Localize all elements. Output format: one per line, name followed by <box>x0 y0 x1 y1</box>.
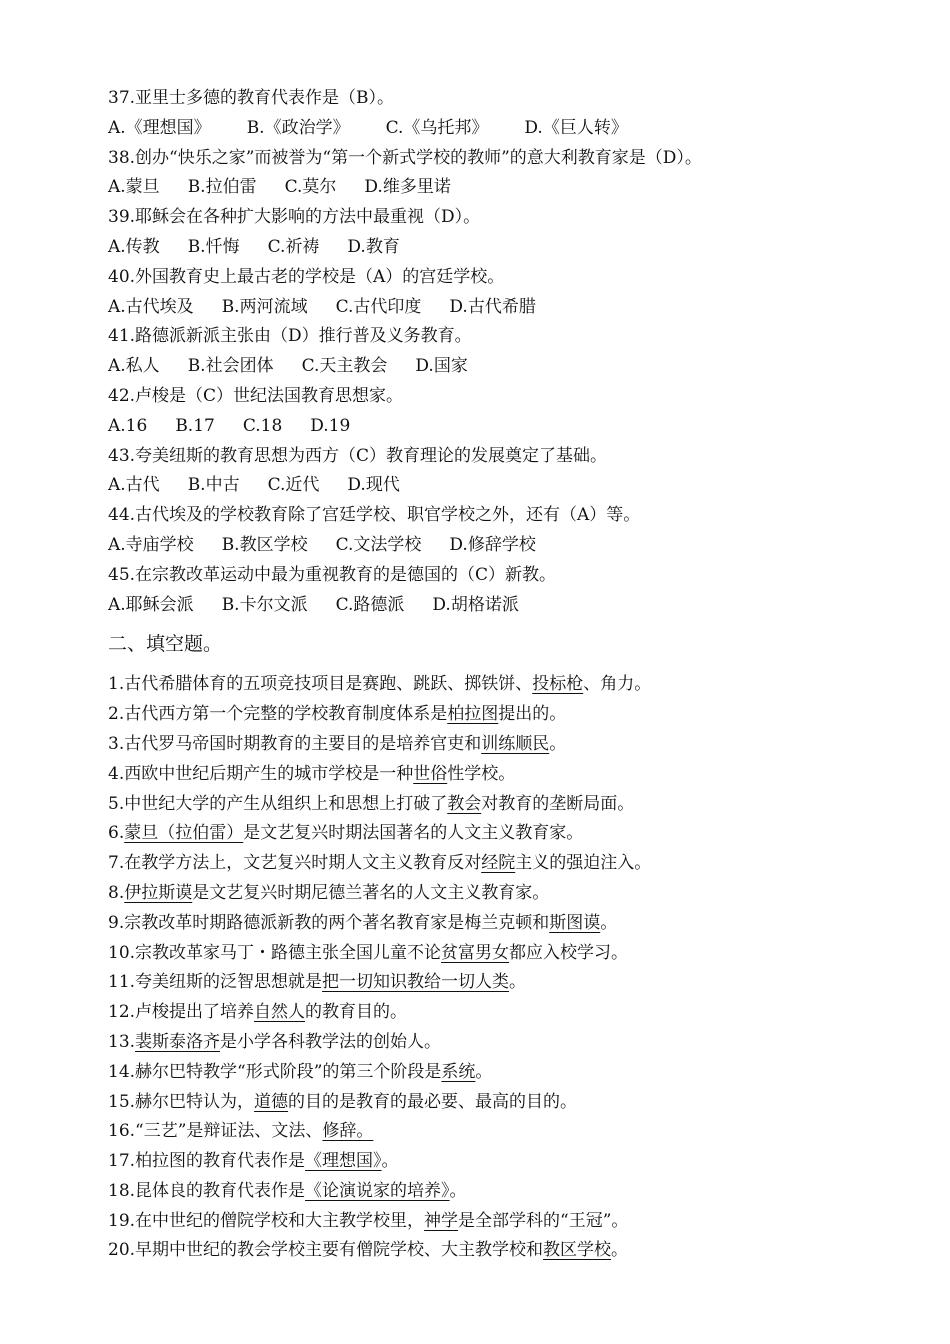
fill-text-before: 8. <box>108 882 125 903</box>
fill-text-before: 19.在中世纪的僧院学校和大主教学校里， <box>108 1210 425 1231</box>
fill-answer: 教会 <box>447 793 482 814</box>
fill-text-before: 14.赫尔巴特教学“形式阶段”的第三个阶段是 <box>108 1061 442 1082</box>
option-d: D.教育 <box>347 236 400 257</box>
fill-item-17 <box>108 1147 908 1177</box>
option-d: D.维多里诺 <box>364 177 451 198</box>
options-row <box>108 114 908 144</box>
options-row <box>108 293 908 323</box>
option-b: B.拉伯雷 <box>187 177 257 198</box>
fill-text-before: 2.古代西方第一个完整的学校教育制度体系是 <box>108 704 448 725</box>
fill-answer: 神学 <box>424 1210 459 1231</box>
option-a: A.寺庙学校 <box>108 534 194 555</box>
fill-text-before: 13. <box>108 1031 136 1052</box>
fill-text-after: 。 <box>611 1240 629 1261</box>
option-c: C.18 <box>242 415 283 436</box>
question-text: 43.夸美纽斯的教育思想为西方（C）教育理论的发展奠定了基础。 <box>108 445 608 466</box>
fill-text-before: 17.柏拉图的教育代表作是 <box>108 1151 306 1172</box>
question-text: 37.亚里士多德的教育代表作是（B）。 <box>108 88 395 108</box>
question-text: 45.在宗教改革运动中最为重视教育的是德国的（C）新教。 <box>108 564 557 585</box>
option-a: A.蒙旦 <box>108 177 160 198</box>
fill-answer: 贫富男女 <box>441 942 510 963</box>
question-text: 44.古代埃及的学校教育除了宫廷学校、职官学校之外，还有（A）等。 <box>108 505 641 526</box>
option-d: D.修辞学校 <box>449 534 536 555</box>
fill-item-3 <box>108 730 908 760</box>
question-40 <box>108 263 908 323</box>
section-heading: 二、填空题。 <box>108 633 223 656</box>
fill-answer: 蒙旦（拉伯雷） <box>124 823 244 844</box>
option-a: A.《理想国》 <box>108 117 211 138</box>
fill-answer: 教区学校 <box>543 1240 612 1261</box>
fill-item-8 <box>108 879 908 909</box>
fill-answer: 《论演说家的培养》 <box>305 1180 450 1201</box>
option-b: B.卡尔文派 <box>221 594 308 615</box>
fill-text-after: 。 <box>509 972 527 993</box>
fill-text-before: 10.宗教改革家马丁・路德主张全国儿童不论 <box>108 942 442 963</box>
fill-text-after: 。 <box>600 912 618 933</box>
fill-item-18 <box>108 1177 908 1207</box>
question-42 <box>108 382 908 442</box>
fill-text-before: 7.在教学方法上，文艺复兴时期人文主义教育反对 <box>108 853 482 874</box>
fill-answer: 投标枪 <box>532 674 584 695</box>
option-c: C.祈祷 <box>267 236 320 257</box>
options-row <box>108 352 908 382</box>
fill-item-10 <box>108 939 908 969</box>
fill-text-after: 。 <box>549 733 567 754</box>
options-row <box>108 173 908 203</box>
fill-item-4 <box>108 760 908 790</box>
multiple-choice-section <box>108 84 908 620</box>
fill-text-after: 主义的强迫注入。 <box>515 853 652 874</box>
fill-text-before: 1.古代希腊体育的五项竞技项目是赛跑、跳跃、掷铁饼、 <box>108 674 533 695</box>
fill-answer: 伊拉斯谟 <box>124 882 193 903</box>
fill-item-2 <box>108 700 908 730</box>
fill-text-after: 是小学各科教学法的创始人。 <box>220 1031 442 1052</box>
fill-text-after: 都应入校学习。 <box>509 942 629 963</box>
option-b: B.《政治学》 <box>246 117 350 138</box>
fill-text-after: 是文艺复兴时期法国著名的人文主义教育家。 <box>243 823 584 844</box>
option-c: C.莫尔 <box>284 177 337 198</box>
fill-item-11 <box>108 968 908 998</box>
option-a: A.16 <box>108 415 148 436</box>
question-43 <box>108 442 908 502</box>
question-39 <box>108 203 908 263</box>
fill-answer: 斯图谟 <box>549 912 601 933</box>
fill-text-before: 15.赫尔巴特认为， <box>108 1091 255 1112</box>
fill-text-after: 对教育的垄断局面。 <box>481 793 635 814</box>
option-b: B.教区学校 <box>221 534 308 555</box>
option-a: A.耶稣会派 <box>108 594 194 615</box>
fill-answer: 自然人 <box>254 1002 306 1023</box>
options-row <box>108 412 908 442</box>
fill-text-before: 16.“三艺”是辩证法、文法、 <box>108 1121 323 1142</box>
question-41 <box>108 322 908 382</box>
fill-text-after: 的目的是教育的最必要、最高的目的。 <box>288 1091 578 1112</box>
options-row <box>108 233 908 263</box>
option-b: B.两河流域 <box>221 296 308 317</box>
question-text: 42.卢梭是（C）世纪法国教育思想家。 <box>108 385 404 406</box>
fill-text-before: 5.中世纪大学的产生从组织上和思想上打破了 <box>108 793 448 814</box>
option-a: A.私人 <box>108 356 160 377</box>
option-c: C.古代印度 <box>335 296 422 317</box>
fill-text-before: 18.昆体良的教育代表作是 <box>108 1180 306 1201</box>
fill-answer: 经院 <box>481 853 516 874</box>
fill-text-after: 性学校。 <box>447 763 516 784</box>
options-row <box>108 591 908 621</box>
fill-answer: 修辞。 <box>322 1121 374 1142</box>
option-a: A.古代埃及 <box>108 296 194 317</box>
fill-answer: 裴斯泰洛齐 <box>135 1031 221 1052</box>
question-45 <box>108 561 908 621</box>
fill-answer: 系统 <box>441 1061 476 1082</box>
option-a: A.古代 <box>108 475 160 496</box>
fill-text-before: 4.西欧中世纪后期产生的城市学校是一种 <box>108 763 414 784</box>
fill-text-after: 是文艺复兴时期尼德兰著名的人文主义教育家。 <box>192 882 550 903</box>
option-d: D.现代 <box>347 475 400 496</box>
fill-item-12 <box>108 998 908 1028</box>
fill-text-before: 3.古代罗马帝国时期教育的主要目的是培养官吏和 <box>108 733 482 754</box>
fill-item-16 <box>108 1117 908 1147</box>
question-37 <box>108 84 908 144</box>
fill-text-before: 6. <box>108 823 125 844</box>
fill-text-before: 20.早期中世纪的教会学校主要有僧院学校、大主教学校和 <box>108 1240 544 1261</box>
option-d: D.《巨人转》 <box>524 117 628 138</box>
fill-answer: 柏拉图 <box>447 704 499 725</box>
fill-item-20 <box>108 1236 908 1266</box>
option-c: C.天主教会 <box>301 356 388 377</box>
fill-item-15 <box>108 1088 908 1118</box>
question-38 <box>108 144 908 204</box>
fill-text-before: 9.宗教改革时期路德派新教的两个著名教育家是梅兰克顿和 <box>108 912 550 933</box>
fill-item-9 <box>108 909 908 939</box>
fill-answer: 《理想国》 <box>305 1151 382 1172</box>
fill-item-19 <box>108 1207 908 1237</box>
options-row <box>108 471 908 501</box>
fill-item-14 <box>108 1058 908 1088</box>
option-d: D.国家 <box>415 356 468 377</box>
option-b: B.17 <box>175 415 215 436</box>
document-page <box>108 84 908 1266</box>
question-text: 40.外国教育史上最古老的学校是（A）的宫廷学校。 <box>108 266 505 287</box>
fill-text-after: 。 <box>449 1180 467 1201</box>
fill-item-6 <box>108 819 908 849</box>
fill-answer: 把一切知识教给一切人类 <box>322 972 510 993</box>
option-d: D.19 <box>310 415 351 436</box>
fill-text-after: 。 <box>475 1061 493 1082</box>
fill-item-7 <box>108 849 908 879</box>
option-c: C.近代 <box>267 475 320 496</box>
fill-text-after: 、角力。 <box>583 674 652 695</box>
fill-text-after: 。 <box>381 1151 399 1172</box>
option-d: D.古代希腊 <box>449 296 536 317</box>
fill-answer: 世俗 <box>413 763 448 784</box>
fill-text-after: 提出的。 <box>498 704 567 725</box>
question-text: 39.耶稣会在各种扩大影响的方法中最重视（D）。 <box>108 207 481 228</box>
option-c: C.文法学校 <box>335 534 422 555</box>
option-b: B.中古 <box>187 475 240 496</box>
option-a: A.传教 <box>108 236 160 257</box>
fill-item-13 <box>108 1028 908 1058</box>
option-d: D.胡格诺派 <box>432 594 519 615</box>
fill-answer: 道德 <box>254 1091 289 1112</box>
fill-answer: 训练顺民 <box>481 733 550 754</box>
option-c: C.《乌托邦》 <box>385 117 489 138</box>
question-text: 41.路德派新派主张由（D）推行普及义务教育。 <box>108 326 472 347</box>
fill-item-1 <box>108 670 908 700</box>
question-text: 38.创办“快乐之家”而被誉为“第一个新式学校的教师”的意大利教育家是（D）。 <box>108 147 702 168</box>
fill-text-after: 是全部学科的“王冠”。 <box>458 1210 629 1231</box>
option-b: B.忏悔 <box>187 236 240 257</box>
option-c: C.路德派 <box>335 594 405 615</box>
fill-in-section <box>108 670 908 1266</box>
option-b: B.社会团体 <box>187 356 274 377</box>
fill-text-before: 11.夸美纽斯的泛智思想就是 <box>108 972 323 993</box>
question-44 <box>108 501 908 561</box>
options-row <box>108 531 908 561</box>
fill-text-before: 12.卢梭提出了培养 <box>108 1002 255 1023</box>
fill-text-after: 的教育目的。 <box>305 1002 408 1023</box>
fill-item-5 <box>108 790 908 820</box>
